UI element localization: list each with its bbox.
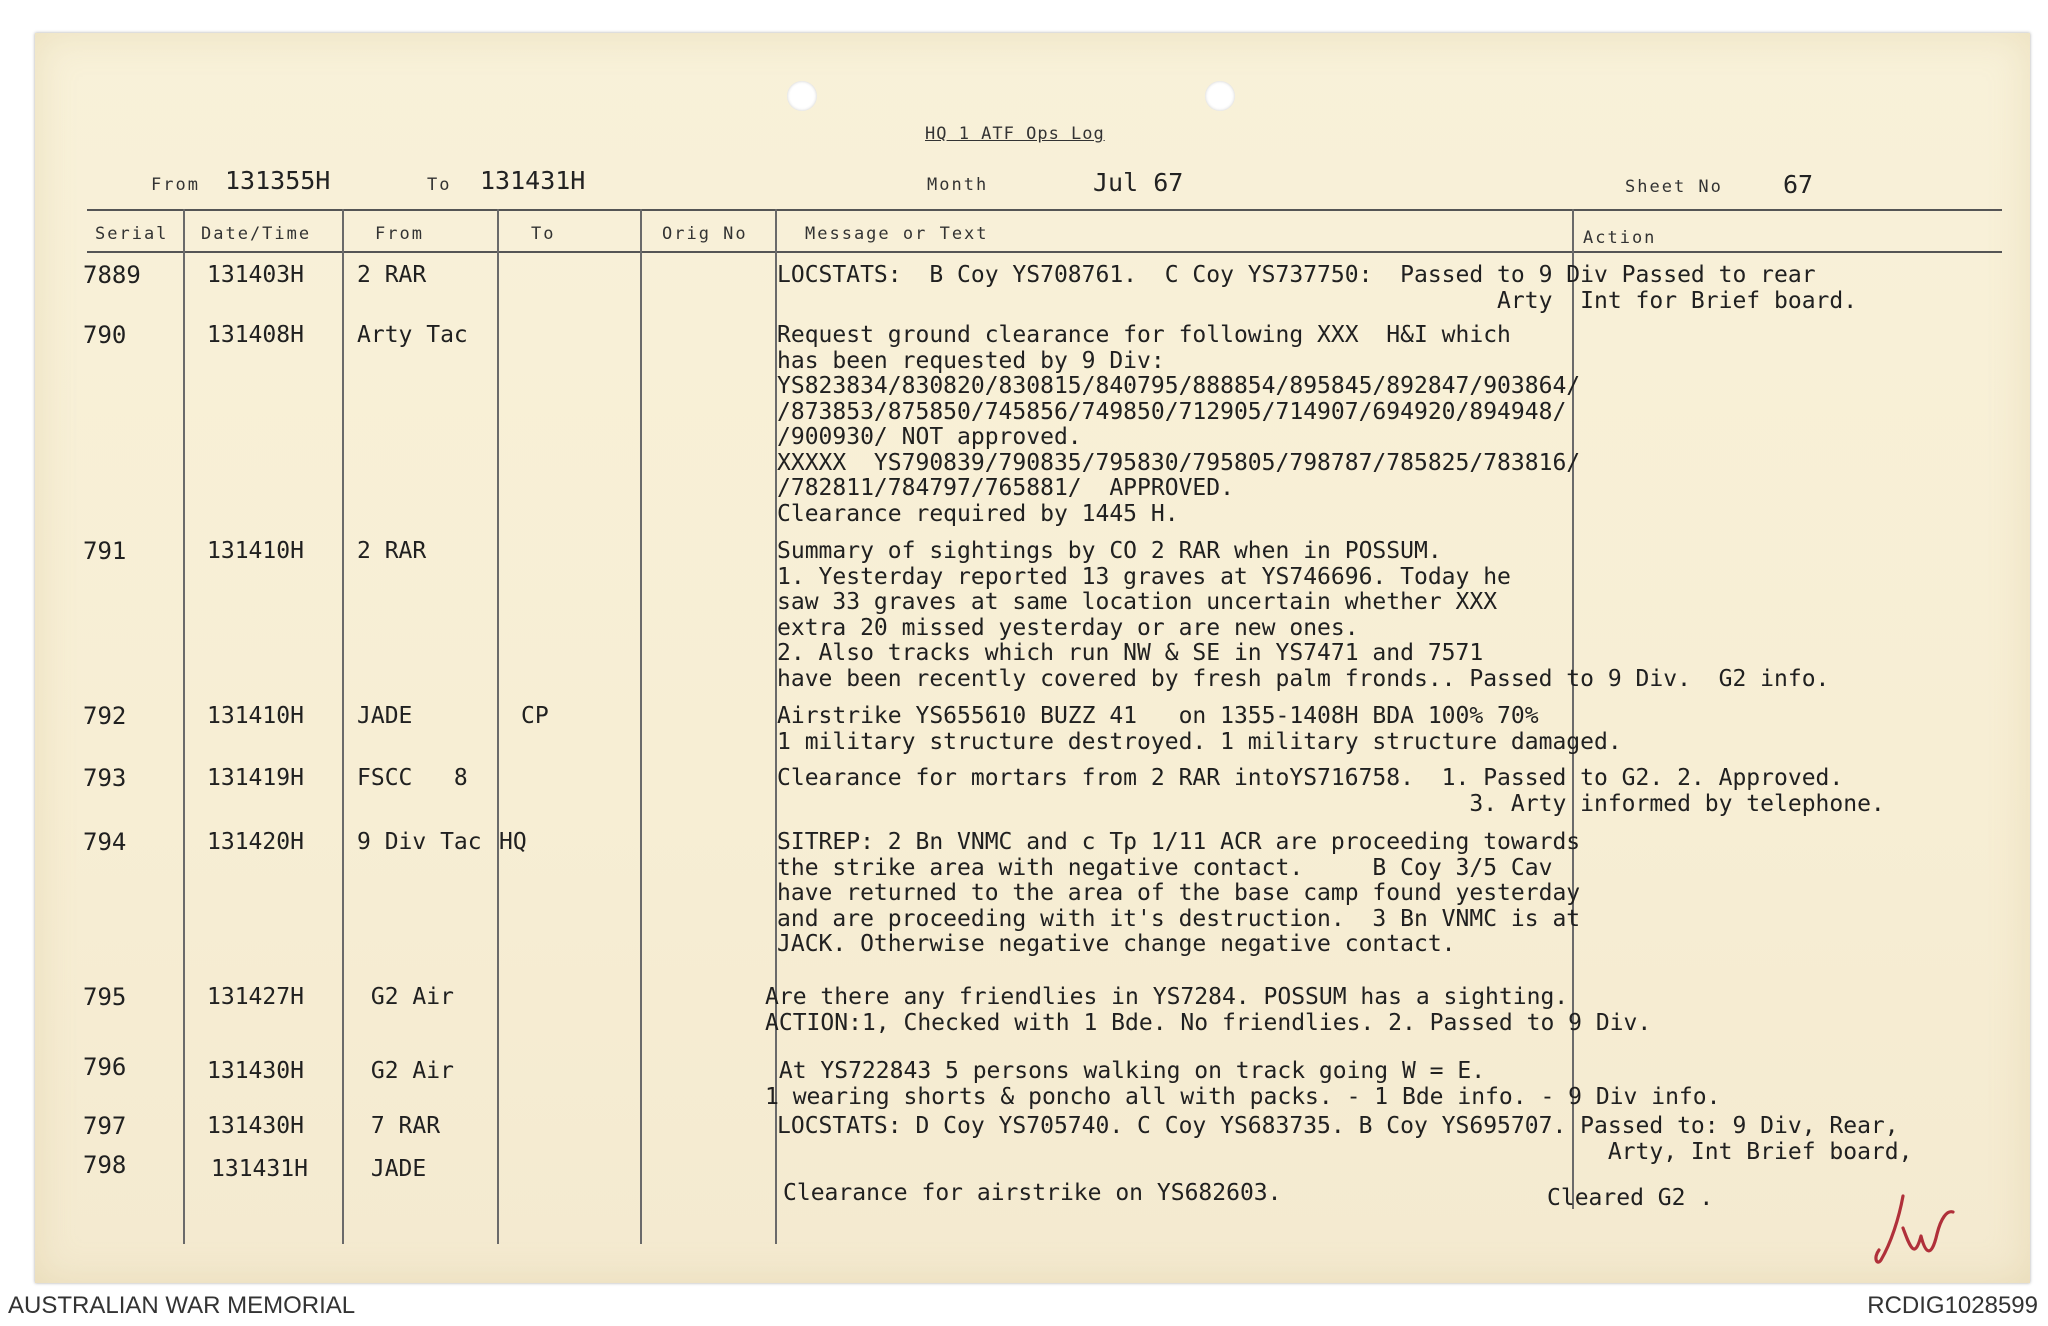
row-datetime: 131408H — [207, 322, 304, 348]
row-to: HQ — [499, 829, 527, 855]
log-sheet — [35, 33, 2030, 1283]
column-divider — [640, 209, 642, 1244]
row-message: Are there any friendlies in YS7284. POSSUM has a sighting. ACTION:1, Checked with 1 Bde. No friendlies. 2. Passed to 9 Div. — [765, 984, 1652, 1036]
row-from: FSCC 8 — [357, 765, 468, 791]
row-datetime: 131427H — [207, 984, 304, 1010]
from-label: From — [151, 175, 200, 195]
row-serial: 792 — [83, 702, 127, 730]
row-datetime: 131420H — [207, 829, 304, 855]
row-serial: 790 — [83, 321, 127, 349]
month-label: Month — [927, 175, 989, 195]
column-header-serial: Serial — [95, 224, 169, 244]
row-serial: 793 — [83, 764, 127, 792]
column-divider — [497, 209, 499, 1244]
column-divider — [183, 209, 185, 1244]
column-header-to: To — [531, 224, 556, 244]
row-from: 9 Div Tac — [357, 829, 482, 855]
row-datetime: 131410H — [207, 703, 304, 729]
sheet-label: Sheet No — [1625, 177, 1723, 197]
row-serial: 797 — [83, 1112, 127, 1140]
row-message: Clearance for mortars from 2 RAR intoYS716758. 1. Passed to G2. 2. Approved. 3. Arty informed by telephone. — [777, 765, 1885, 817]
initials-signature — [1873, 1188, 1958, 1268]
row-action: Cleared G2 . — [1547, 1185, 1714, 1211]
column-header-datetime: Date/Time — [201, 224, 312, 244]
column-header-from: From — [375, 224, 424, 244]
row-serial: 796 — [83, 1053, 127, 1081]
row-serial: 794 — [83, 828, 127, 856]
row-message: Summary of sightings by CO 2 RAR when in POSSUM. 1. Yesterday reported 13 graves at YS746696. Today he saw 33 graves at same location uncertain whether XXX extra 20 missed yesterday or are new ones. 2. Also tracks which run NW & SE in YS7471 and 7571 have been recently covered by fresh palm fronds.. Passed to 9 Div. G2 info. — [777, 538, 1830, 692]
row-message: LOCSTATS: D Coy YS705740. C Coy YS683735. B Coy YS695707. Passed to: 9 Div, Rear, Arty, Int Brief board, — [777, 1113, 1913, 1165]
punch-hole — [787, 81, 817, 111]
row-datetime: 131419H — [207, 765, 304, 791]
to-label: To — [427, 175, 452, 195]
row-from: 2 RAR — [357, 262, 427, 288]
footer-institution: AUSTRALIAN WAR MEMORIAL — [8, 1292, 356, 1319]
row-from: G2 Air — [357, 1058, 454, 1084]
row-from: 2 RAR — [357, 538, 427, 564]
row-datetime: 131410H — [207, 538, 304, 564]
row-datetime: 131431H — [211, 1156, 308, 1182]
footer-record-id: RCDIG1028599 — [1867, 1292, 2038, 1319]
sheet-value: 67 — [1783, 170, 1814, 199]
header-rule-bottom — [87, 251, 2002, 253]
row-message: Request ground clearance for following XXX H&I which has been requested by 9 Div: YS823834/830820/830815/840795/888854/895845/892847/903864/ /873853/875850/745856/749850/712905/714907/694920/894948/ /900930/ NOT approved. XXXXX YS790839/790835/795830/795805/798787/785825/783816/ /782811/784797/765881/ APPROVED. Clearance required by 1445 H. — [777, 322, 1581, 527]
column-divider — [342, 209, 344, 1244]
row-from: G2 Air — [357, 984, 454, 1010]
month-value: Jul 67 — [1093, 168, 1184, 197]
punch-hole — [1205, 81, 1235, 111]
row-message: Airstrike YS655610 BUZZ 41 on 1355-1408H BDA 100% 70% 1 military structure destroyed. 1 military structure damaged. — [777, 703, 1622, 755]
row-datetime: 131430H — [207, 1113, 304, 1139]
row-from: Arty Tac — [357, 322, 468, 348]
row-from: JADE — [357, 703, 413, 729]
row-serial: 7889 — [83, 261, 141, 289]
row-message: Clearance for airstrike on YS682603. — [783, 1180, 1282, 1206]
row-datetime: 131430H — [207, 1058, 304, 1084]
header-rule-top — [87, 209, 2002, 211]
row-message: SITREP: 2 Bn VNMC and c Tp 1/11 ACR are proceeding towards the strike area with negative contact. B Coy 3/5 Cav have returned to the area of the base camp found yesterday and are proceeding with it's destruction. 3 Bn VNMC is at JACK. Otherwise negative change negative contact. — [777, 829, 1581, 957]
row-to: CP — [521, 703, 549, 729]
row-from: JADE — [357, 1156, 427, 1182]
column-header-message: Message or Text — [805, 224, 989, 244]
row-from: 7 RAR — [357, 1113, 441, 1139]
row-serial: 798 — [83, 1151, 127, 1179]
column-header-action: Action — [1583, 228, 1657, 248]
row-datetime: 131403H — [207, 262, 304, 288]
row-message: LOCSTATS: B Coy YS708761. C Coy YS737750: Passed to 9 Div Passed to rear Arty Int for Brief board. — [777, 262, 1858, 314]
log-title: HQ 1 ATF Ops Log — [925, 124, 1105, 144]
row-message: At YS722843 5 persons walking on track going W = E. 1 wearing shorts & poncho all with packs. - 1 Bde info. - 9 Div info. — [765, 1058, 1721, 1110]
from-value: 131355H — [225, 166, 331, 195]
row-serial: 795 — [83, 983, 127, 1011]
row-serial: 791 — [83, 537, 127, 565]
to-value: 131431H — [480, 166, 586, 195]
column-header-orig-no: Orig No — [662, 224, 748, 244]
